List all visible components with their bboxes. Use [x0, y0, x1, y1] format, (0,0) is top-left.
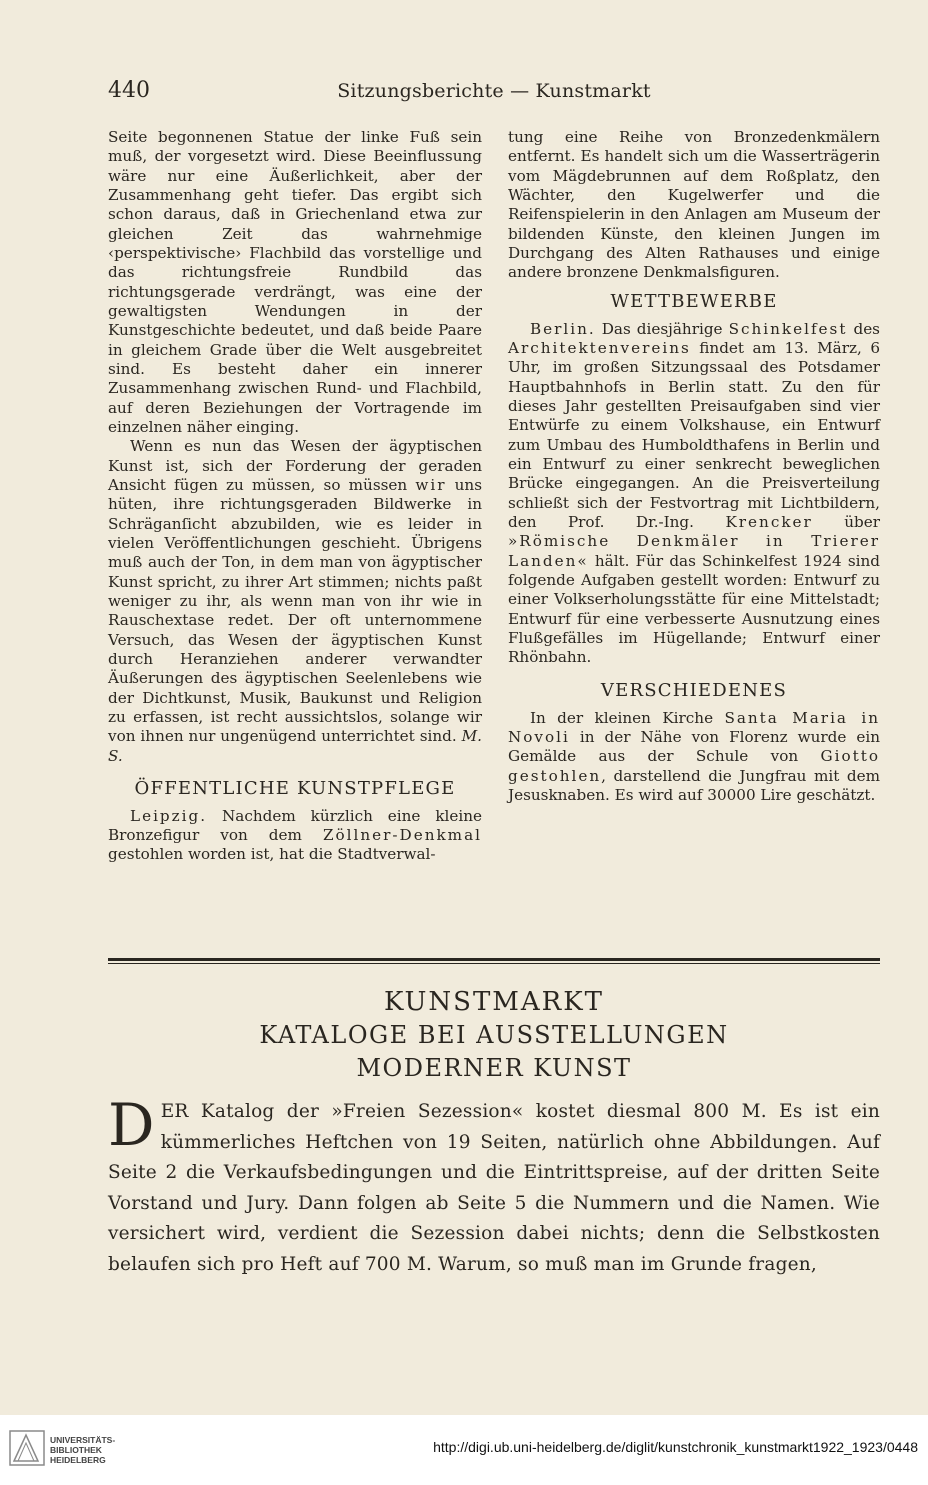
article-subtitle	[108, 1019, 880, 1085]
lecture-title: »Römische Denkmäler in Trierer Landen«	[508, 532, 880, 570]
text-run: Wenn es nun das Wesen der ägyptischen Kunst ist, sich der Forderung der geraden Ansicht fügen zu müssen, so müssen	[108, 437, 482, 494]
monument-name: Zöllner-Denkmal	[322, 826, 482, 845]
event-name: Schinkelfest	[728, 319, 848, 338]
section-divider	[108, 958, 880, 961]
article-title: KUNSTMARKT	[383, 987, 605, 1017]
article-text: ER Katalog der »Freien Sezession« kostet diesmal 800 M. Es ist ein kümmerliches Heftchen von 19 Seiten, natürlich ohne Abbildungen. Auf Seite 2 die Verkaufsbedingungen und die Eintrittspreise, auf der dritten Seite Vorstand und Jury. Dann folgen ab Seite 5 die Nummern und die Namen. Wie versichert wird, verdient die Sezession dabei nichts; denn die Selbstkosten belaufen sich pro Heft auf 700 M. Warum, so muß man im Grunde fragen,	[108, 1101, 880, 1275]
speaker-name: Krencker	[725, 512, 813, 531]
article-subtitle-line: KATALOGE BEI AUSSTELLUNGEN	[259, 1021, 729, 1049]
text-run: findet am 13. März, 6 Uhr, im großen Sitzungssaal des Potsdamer Hauptbahnhofs in Berlin statt. Zu den für dieses Jahr gestellten Preisaufgaben sind vier Entwürfe zu einem Volkshause, ein Entwurf zum Umbau des Humboldthafens in Berlin und ein Entwurf zu einer senkrecht beweglichen Brücke eingegangen. An die Preisverteilung schließt sich der Festvortrag mit Lichtbildern, den Prof. Dr.-Ing.	[508, 338, 880, 531]
article-subtitle-line: MODERNER KUNST	[356, 1054, 632, 1082]
section-heading-verschiedenes: VERSCHIEDENES	[600, 679, 788, 701]
paragraph	[508, 320, 880, 668]
text-run: Das diesjährige	[595, 319, 729, 338]
city-name: Berlin.	[530, 319, 596, 338]
emphasized-word: wir	[415, 475, 447, 494]
paragraph	[508, 709, 880, 806]
article-body	[108, 1091, 880, 1280]
text-run: in der Nähe von Florenz wurde ein Gemälde aus der Schule von	[508, 727, 880, 766]
text-run: , darstellend die Jungfrau mit dem Jesusknaben. Es wird auf 30000 Lire geschätzt.	[508, 766, 880, 804]
text-run: gestohlen worden ist, hat die Stadtverwal-	[108, 845, 436, 864]
paragraph: tung eine Reihe von Bronzedenkmälern entfernt. Es handelt sich um die Wasserträgerin vom Mägdebrunnen auf dem Roßplatz, den Wächter, den Kugelwerfer und die Reifenspielerin in den Anlagen am Museum der bildenden Künste, den kleinen Jungen im Durchgang des Alten Rathauses und einige andere bronzene Denkmalsfiguren.	[508, 128, 880, 282]
footer-bar	[0, 1415, 928, 1485]
church-name: Santa Maria in Novoli	[508, 708, 880, 746]
right-column	[508, 128, 880, 805]
author-signature: M. S.	[108, 727, 482, 765]
library-name-line: HEIDELBERG	[50, 1455, 106, 1465]
running-title: Sitzungsberichte — Kunstmarkt	[337, 80, 651, 102]
text-run: des	[847, 319, 880, 338]
page-header	[108, 78, 880, 108]
library-name-line: BIBLIOTHEK	[50, 1445, 102, 1455]
painter-name: Giotto gestohlen	[508, 747, 880, 785]
city-name: Leipzig.	[130, 806, 208, 825]
text-run: uns hüten, ihre richtungsgeraden Bildwerke in Schräganſicht abzubilden, wie es leider in vielen Veröffentlichungen geschieht. Übrigens muß auch der Ton, in dem man von ägyptischer Kunst spricht, zu ihrer Art stimmen; nichts paßt weniger zu ihr, als wenn man von ihr wie in Rauschextase redet. Der oft unternommene Versuch, das Wesen der ägyptischen Kunst durch Heranziehen anderer verwandter Äußerungen des ägyptischen Seelenlebens wie der Dichtkunst, Musik, Baukunst und Religion zu erfassen, ist recht aussichtslos, solange wir von ihnen nur ungenügend unterrichtet sind.	[108, 475, 482, 746]
text-run: über	[812, 512, 880, 531]
text-run: Nachdem kürzlich eine kleine Bronzefigur von dem	[108, 806, 482, 845]
page-number: 440	[108, 78, 150, 103]
paragraph	[108, 437, 482, 766]
section-divider-thin	[108, 963, 880, 964]
drop-cap: D	[108, 1091, 155, 1159]
section-heading-oeffentliche-kunstpflege: ÖFFENTLICHE KUNSTPFLEGE	[134, 777, 456, 799]
society-name: Architektenvereins	[508, 338, 691, 357]
left-column	[108, 128, 482, 865]
library-name-line: UNIVERSITÄTS-	[50, 1435, 116, 1445]
permalink-url[interactable]: http://digi.ub.uni-heidelberg.de/diglit/kunstchronik_kunstmarkt1922_1923/0448	[433, 1439, 918, 1455]
section-heading-wettbewerbe: WETTBEWERBE	[610, 290, 778, 312]
text-run: hält. Für das Schinkelfest 1924 sind folgende Aufgaben gestellt worden: Entwurf zu einer Volkserholungsstätte für eine Mittelstadt; Entwurf für eine verbesserte Ausnutzung eines Flußgefälles im Hügellande; Entwurf einer Rhönbahn.	[508, 551, 880, 667]
library-name	[50, 1435, 115, 1465]
text-run: In der kleinen Kirche	[530, 708, 725, 727]
paragraph: Seite begonnenen Statue der linke Fuß sein muß, der vorgesetzt wird. Diese Beeinflussung wäre nur eine Äußerlichkeit, aber der Zusammenhang geht tiefer. Das ergibt sich schon daraus, daß in Griechenland etwa zur gleichen Zeit das wahrnehmige ‹perspektivische› Flachbild das vorstellige und das richtungsfreie Rundbild das richtungsgerade verdrängt, was eine der gewaltigsten Wendungen in der Kunstgeschichte bedeutet, und daß beide Paare in gleichem Grade über die Welt ausgebreitet sind. Es besteht daher ein innerer Zusammenhang zwischen Rund- und Flachbild, auf deren Beziehungen der Vortragende im einzelnen näher einging.	[108, 128, 482, 436]
paragraph	[108, 807, 482, 865]
